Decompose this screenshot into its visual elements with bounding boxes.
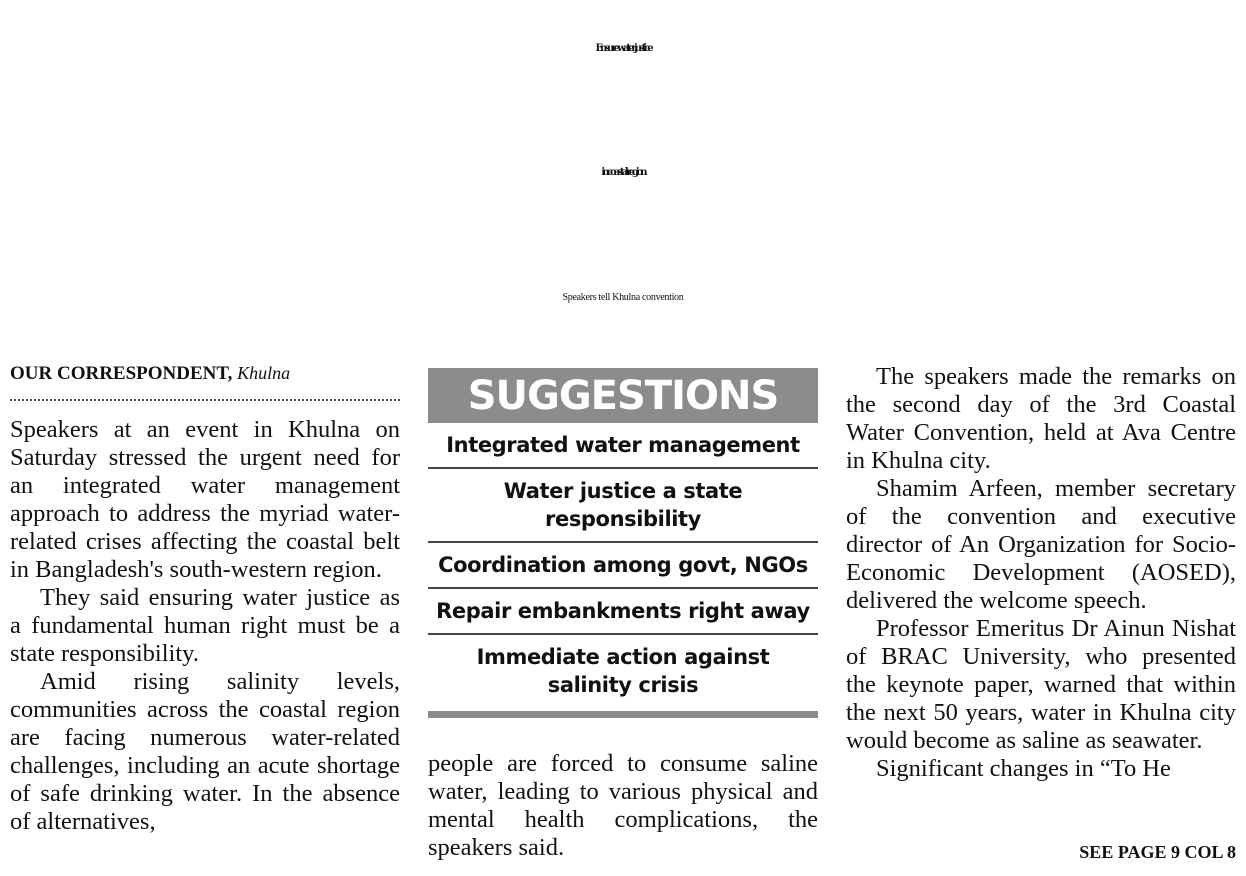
subheadline: Speakers tell Khulna convention bbox=[562, 292, 684, 303]
byline-divider bbox=[10, 399, 400, 401]
byline bbox=[10, 363, 400, 385]
paragraph: Amid rising salinity levels, communities across the coastal region are facing numerous water-related challenges, including an acute shortage of safe drinking water. In the absence of alternatives, bbox=[10, 668, 400, 835]
paragraph: Speakers at an event in Khulna on Saturday stressed the urgent need for an integrated water management approach to address the myriad water-related crises affecting the coastal belt in Bangladesh's south-western region. bbox=[10, 416, 400, 583]
headline-line-1: Ensure water justice bbox=[595, 43, 651, 54]
paragraph: Shamim Arfeen, member secretary of the convention and executive director of An Organization for Socio-Economic Development (AOSED), delivered the welcome speech. bbox=[846, 475, 1236, 614]
paragraph: They said ensuring water justice as a fundamental human right must be a state responsibility. bbox=[10, 584, 400, 667]
headline-line-2: in coastal region bbox=[601, 167, 645, 178]
article-column-3 bbox=[846, 363, 1236, 783]
byline-author: OUR CORRESPONDENT, bbox=[10, 363, 233, 384]
article-column-2 bbox=[428, 750, 818, 862]
suggestion-item: Coordination among govt, NGOs bbox=[428, 543, 818, 589]
paragraph: Significant changes in “To He bbox=[876, 755, 1171, 782]
suggestions-box-bottom-bar bbox=[428, 711, 818, 718]
byline-location: Khulna bbox=[237, 363, 291, 383]
suggestions-box bbox=[428, 368, 818, 718]
suggestion-item: Repair embankments right away bbox=[428, 589, 818, 635]
article-column-1 bbox=[10, 416, 400, 836]
suggestion-item: Immediate action against salinity crisis bbox=[476, 645, 770, 697]
continuation-note: SEE PAGE 9 COL 8 bbox=[1079, 842, 1236, 862]
suggestion-item: Water justice a state responsibility bbox=[428, 469, 818, 543]
paragraph: The speakers made the remarks on the second day of the 3rd Coastal Water Convention, held at Ava Centre in Khulna city. bbox=[846, 363, 1236, 474]
suggestions-title: SUGGESTIONS bbox=[467, 372, 779, 419]
paragraph: Professor Emeritus Dr Ainun Nishat of BRAC University, who presented the keynote paper, warned that within the next 50 years, water in Khulna city would become as saline as seawater. bbox=[846, 615, 1236, 754]
suggestions-header bbox=[428, 368, 818, 423]
paragraph: people are forced to consume saline water, leading to various physical and mental health complications, the speakers said. bbox=[428, 750, 818, 861]
suggestion-item: Integrated water management bbox=[428, 423, 818, 469]
